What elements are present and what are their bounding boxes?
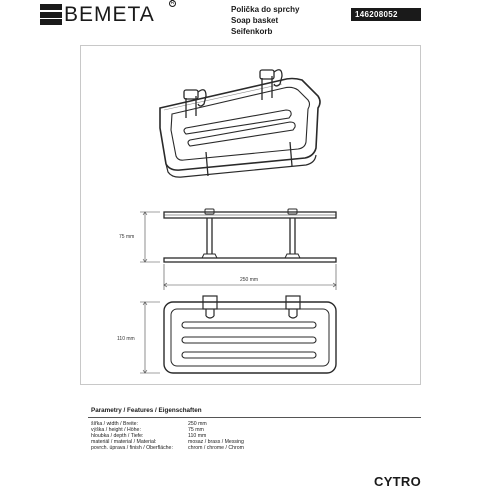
parameters-divider [88, 417, 421, 418]
product-series: CYTRO [374, 474, 421, 489]
brand-name: BEMETA [64, 3, 155, 26]
height-label: 75 mm [119, 234, 135, 240]
product-name-en: Soap basket [231, 16, 279, 25]
parameters-title: Parametry / Features / Eigenschaften [91, 407, 202, 414]
depth-dimension [140, 302, 160, 373]
parameter-label: povrch. úprava / finish / Oberfläche: [91, 445, 173, 451]
parameter-label: hloubka / depth / Tiefe: [91, 433, 144, 439]
parameter-value: 75 mm [188, 427, 204, 433]
product-name-cs: Polička do sprchy [231, 5, 300, 14]
parameter-value: mosaz / brass / Messing [188, 439, 244, 445]
depth-label: 110 mm [117, 336, 135, 342]
parameters-table [91, 421, 244, 451]
perspective-view [160, 70, 320, 177]
product-code: 146208052 [351, 8, 421, 21]
parameter-value: 250 mm [188, 421, 207, 427]
top-view [164, 296, 336, 373]
width-label: 250 mm [240, 277, 259, 283]
product-name-de: Seifenkorb [231, 27, 273, 36]
parameter-value: chrom / chrome / Chrom [188, 445, 244, 451]
front-view [164, 209, 336, 262]
parameter-value: 110 mm [188, 433, 207, 439]
parameter-label: materiál / material / Material: [91, 439, 157, 445]
parameter-label: šířka / width / Breite: [91, 421, 138, 427]
height-dimension [140, 212, 160, 262]
parameter-row [91, 445, 244, 451]
registered-mark: R [170, 0, 175, 6]
parameter-label: výška / height / Höhe: [91, 427, 141, 433]
